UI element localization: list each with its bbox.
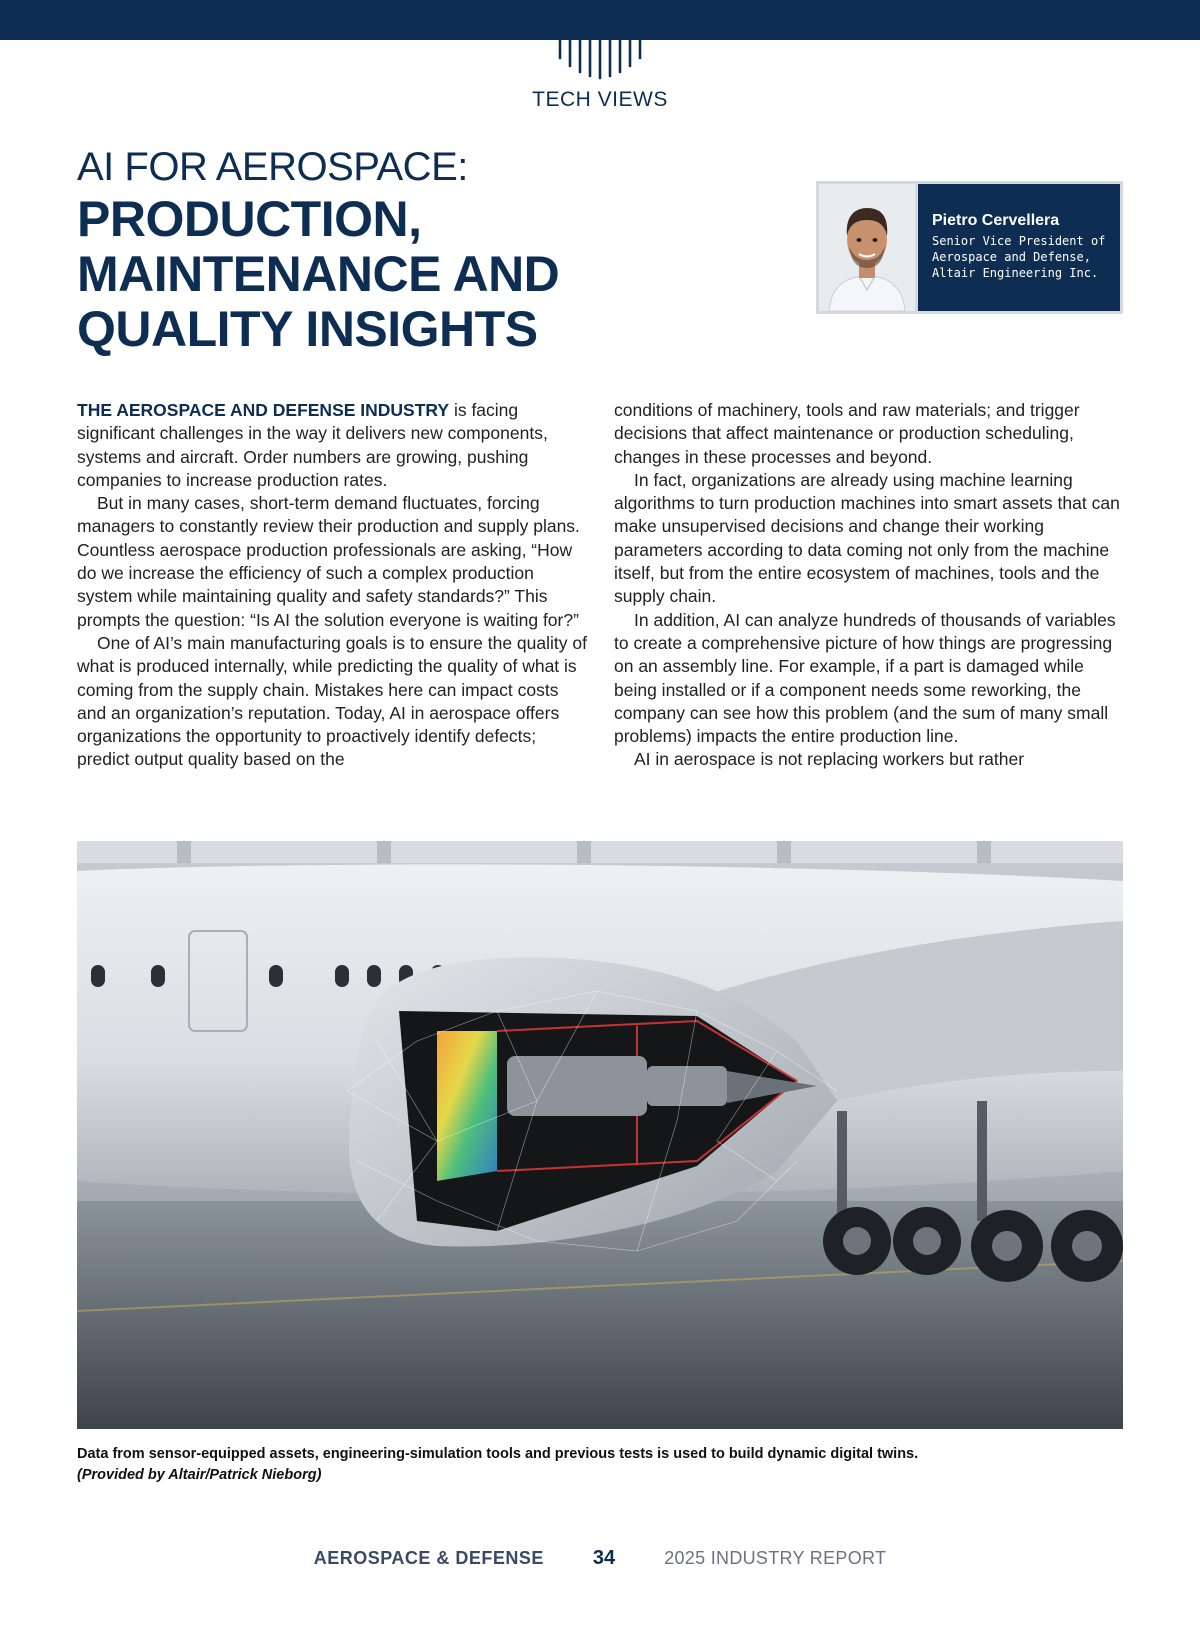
author-info (932, 212, 1117, 281)
article-column-left (77, 399, 587, 772)
article-paragraph: conditions of machinery, tools and raw materials; and trigger decisions that affect maintenance or production scheduling, changes in these processes and beyond. (614, 400, 1080, 467)
top-banner (0, 0, 1200, 40)
lead-in: THE AEROSPACE AND DEFENSE INDUSTRY (77, 400, 450, 420)
article-paragraph: AI in aerospace is not replacing workers but rather (634, 749, 1025, 770)
author-card (816, 181, 1123, 314)
author-title-line: Senior Vice President of (932, 234, 1106, 248)
article-paragraph (77, 399, 587, 492)
report-title: 2025 INDUSTRY REPORT (664, 1548, 887, 1568)
headline-line: QUALITY INSIGHTS (77, 301, 538, 357)
headline (77, 192, 637, 357)
page-footer (0, 1547, 1200, 1570)
vertical-bars-icon (556, 36, 644, 80)
headline-line: MAINTENANCE AND (77, 246, 560, 302)
section-label: TECH VIEWS (532, 88, 668, 111)
author-title-line: Aerospace and Defense, (932, 250, 1091, 264)
page-number: 34 (592, 1547, 616, 1569)
paragraph-text: is facing significant challenges in the way it delivers new components, systems and aircraft. Order numbers are growing, pushing companies to increase production rates. (77, 400, 548, 490)
article-paragraph: In fact, organizations are already using machine learning algorithms to turn production machines into smart assets that can make unsupervised decisions and change their working parameters according to data coming not only from the machine itself, but from the entire ecosystem of machines, tools and the supply chain. (614, 469, 1120, 607)
aircraft-engine-image (77, 841, 1123, 1429)
publication-name: AEROSPACE & DEFENSE (313, 1548, 544, 1568)
headline-kicker: AI FOR AEROSPACE: (77, 145, 468, 189)
figure-caption (77, 1444, 1123, 1486)
caption-text: Data from sensor-equipped assets, engineering-simulation tools and previous tests is used to build dynamic digital twins. (77, 1446, 919, 1462)
article-paragraph: One of AI’s main manufacturing goals is to ensure the quality of what is produced internally, while predicting the quality of what is coming from the supply chain. Mistakes here can impact costs and an organization’s reputation. Today, AI in aerospace offers organizations the opportunity to proactively identify defects; predict output quality based on the (77, 632, 587, 770)
author-photo (819, 184, 918, 311)
photo-credit: (Provided by Altair/Patrick Nieborg) (77, 1467, 322, 1483)
author-title-line: Altair Engineering Inc. (932, 266, 1099, 280)
article-column-right (614, 399, 1124, 772)
headline-line: PRODUCTION, (77, 191, 422, 247)
author-name: Pietro Cervellera (932, 212, 1060, 229)
article-paragraph: But in many cases, short-term demand fluctuates, forcing managers to constantly review their production and supply plans. Countless aerospace production professionals are asking, “How do we increase the efficiency of such a complex production system while maintaining quality and safety standards?” This prompts the question: “Is AI the solution everyone is waiting for?” (77, 493, 580, 630)
article-paragraph: In addition, AI can analyze hundreds of thousands of variables to create a comprehensive picture of how things are progressing on an assembly line. For example, if a part is damaged while being installed or if a component needs some reworking, the company can see how this problem (and the sum of many small problems) impacts the entire production line. (614, 609, 1116, 747)
